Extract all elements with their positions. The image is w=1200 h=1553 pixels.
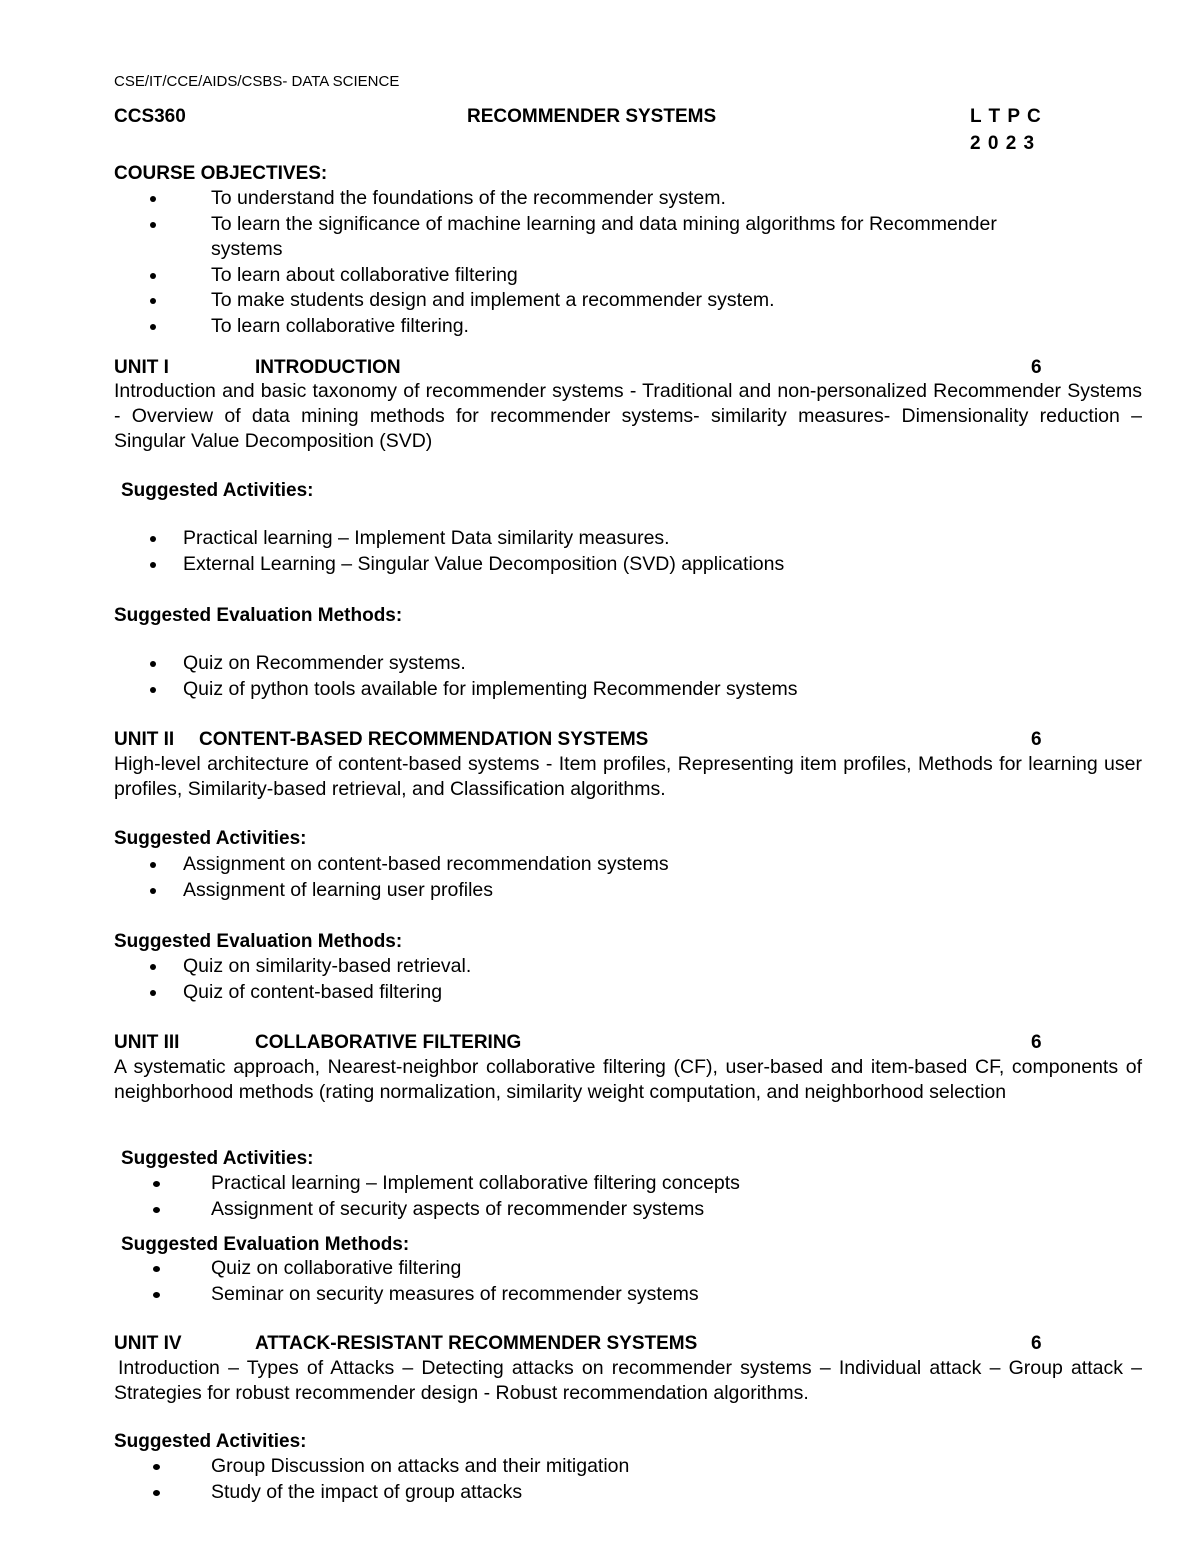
unit2-hours: 6 [1031, 729, 1042, 750]
list-item: Quiz of python tools available for implementing Recommender systems [183, 677, 798, 703]
list-item: Quiz on collaborative filtering [211, 1256, 699, 1282]
unit3-activities-list [211, 1171, 740, 1222]
unit2-activities-heading: Suggested Activities: [114, 828, 307, 849]
unit3-content: A systematic approach, Nearest-neighbor collaborative filtering (CF), user-based and item-based CF, components of neighborhood methods (rating normalization, similarity weight computation, and neighborhood selection [114, 1056, 1142, 1103]
unit2-label: UNIT II [114, 729, 175, 750]
unit4-activities-list [211, 1454, 629, 1505]
unit1-activities-heading: Suggested Activities: [121, 480, 314, 501]
list-item: systems [211, 238, 283, 260]
course-code: CCS360 [114, 106, 186, 127]
list-item: Study of the impact of group attacks [211, 1480, 629, 1506]
objectives-list [211, 186, 997, 339]
unit3-evaluation-heading: Suggested Evaluation Methods: [121, 1234, 410, 1255]
list-item: To learn the significance of machine learning and data mining algorithms for Recommender [211, 212, 997, 238]
unit1-hours: 6 [1031, 357, 1042, 378]
unit2-activities-list [183, 852, 669, 903]
list-item: Assignment of security aspects of recommender systems [211, 1197, 740, 1223]
list-item: Quiz on Recommender systems. [183, 651, 798, 677]
unit3-title: COLLABORATIVE FILTERING [255, 1032, 522, 1053]
unit3-evaluation-list [211, 1256, 699, 1307]
list-item: Seminar on security measures of recommender systems [211, 1282, 699, 1308]
ltpc-values: 2 0 2 3 [970, 133, 1036, 154]
list-item: Group Discussion on attacks and their mitigation [211, 1454, 629, 1480]
ltpc-label: L T P C [970, 106, 1042, 127]
list-item: Practical learning – Implement collaborative filtering concepts [211, 1171, 740, 1197]
unit4-content: Introduction – Types of Attacks – Detecting attacks on recommender systems – Individual attack – Group attack – Strategies for robust recommender design - Robust recommendation algorithms. [114, 1357, 1142, 1404]
unit2-evaluation-list [183, 954, 471, 1005]
unit2-evaluation-heading: Suggested Evaluation Methods: [114, 931, 403, 952]
department-line: CSE/IT/CCE/AIDS/CSBS- DATA SCIENCE [114, 73, 400, 90]
unit1-content: Introduction and basic taxonomy of recommender systems - Traditional and non-personalized Recommender Systems - Overview of data mining methods for recommender systems- similarity measures- Dimensionality reduction – Singular Value Decomposition (SVD) [114, 380, 1142, 452]
list-item: External Learning – Singular Value Decomposition (SVD) applications [183, 552, 784, 578]
unit4-hours: 6 [1031, 1333, 1042, 1354]
unit2-content: High-level architecture of content-based systems - Item profiles, Representing item profiles, Methods for learning user profiles, Similarity-based retrieval, and Classification algorithms. [114, 753, 1142, 800]
list-item: To make students design and implement a recommender system. [211, 288, 997, 314]
objectives-heading: COURSE OBJECTIVES: [114, 163, 328, 184]
unit1-title: INTRODUCTION [255, 357, 401, 378]
unit2-title: CONTENT-BASED RECOMMENDATION SYSTEMS [199, 729, 649, 750]
list-item: Assignment of learning user profiles [183, 878, 669, 904]
unit3-hours: 6 [1031, 1032, 1042, 1053]
list-item: Quiz on similarity-based retrieval. [183, 954, 471, 980]
unit3-activities-heading: Suggested Activities: [121, 1148, 314, 1169]
unit1-label: UNIT I [114, 357, 169, 378]
unit1-evaluation-list [183, 651, 798, 702]
list-item: To understand the foundations of the recommender system. [211, 186, 997, 212]
list-item: To learn collaborative filtering. [211, 314, 997, 340]
unit3-label: UNIT III [114, 1032, 180, 1053]
unit1-evaluation-heading: Suggested Evaluation Methods: [114, 605, 403, 626]
list-item: To learn about collaborative filtering [211, 263, 997, 289]
list-item: Quiz of content-based filtering [183, 980, 471, 1006]
unit4-label: UNIT IV [114, 1333, 182, 1354]
course-title: RECOMMENDER SYSTEMS [467, 106, 717, 127]
unit1-activities-list [183, 526, 784, 577]
list-item: Practical learning – Implement Data similarity measures. [183, 526, 784, 552]
unit4-title: ATTACK-RESISTANT RECOMMENDER SYSTEMS [255, 1333, 698, 1354]
unit4-activities-heading: Suggested Activities: [114, 1431, 307, 1452]
list-item: Assignment on content-based recommendation systems [183, 852, 669, 878]
